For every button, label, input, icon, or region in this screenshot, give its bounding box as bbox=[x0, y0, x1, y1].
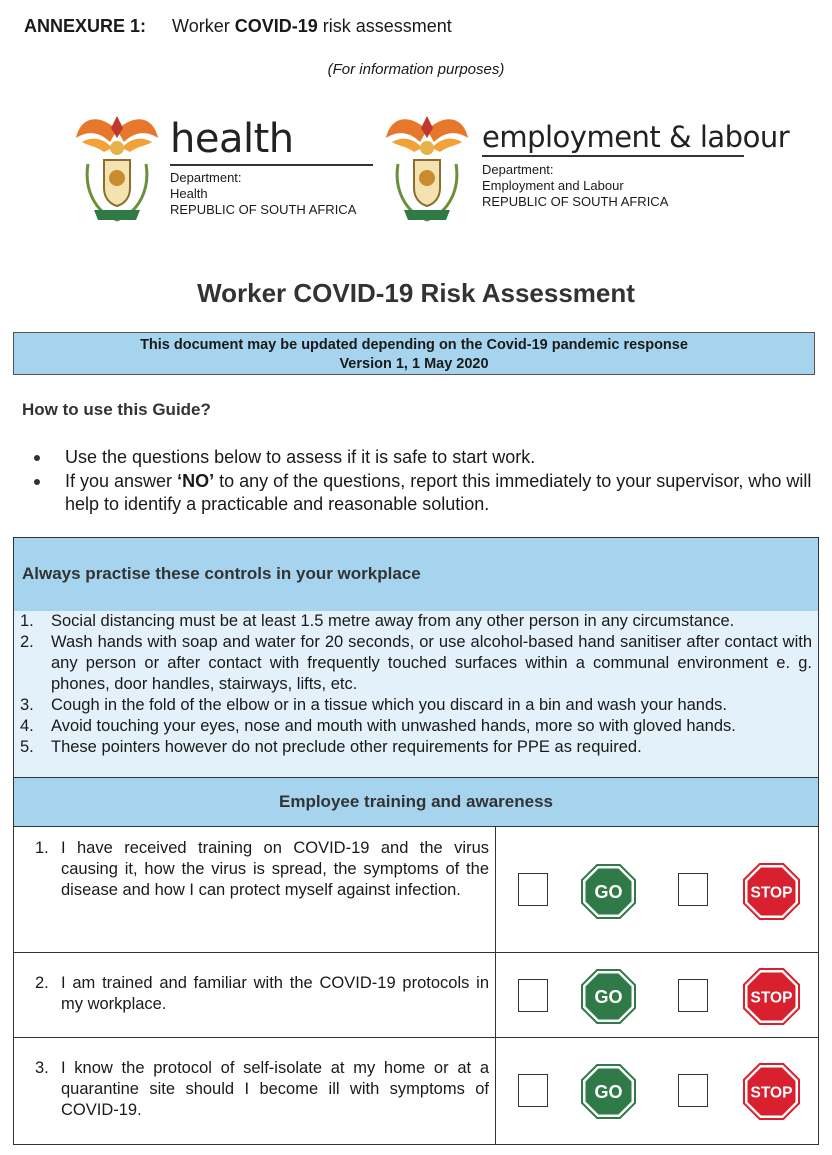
annexure-label: ANNEXURE 1: bbox=[24, 16, 147, 36]
controls-heading: Always practise these controls in your workplace bbox=[22, 564, 421, 583]
question-cell bbox=[14, 953, 496, 1037]
stop-sign-icon bbox=[743, 1063, 800, 1120]
control-item bbox=[20, 611, 812, 632]
control-num: 5. bbox=[20, 738, 34, 756]
no-checkbox[interactable] bbox=[678, 979, 708, 1012]
controls-list bbox=[20, 611, 812, 758]
control-num: 1. bbox=[20, 612, 34, 630]
annexure-title-pre: Worker bbox=[172, 16, 235, 36]
bullet-text-bold: ‘NO’ bbox=[177, 471, 215, 491]
question-text-block bbox=[35, 1058, 489, 1121]
howto-heading: How to use this Guide? bbox=[22, 400, 211, 419]
health-dept-line2: Health bbox=[170, 186, 208, 201]
controls-header bbox=[14, 538, 818, 611]
control-item bbox=[20, 737, 812, 758]
control-text: Social distancing must be at least 1.5 metre away from any other person in any circumstance. bbox=[51, 612, 735, 630]
control-item bbox=[20, 632, 812, 695]
no-checkbox[interactable] bbox=[678, 1074, 708, 1107]
go-sign-icon bbox=[581, 1064, 636, 1119]
stop-label: STOP bbox=[750, 884, 793, 902]
go-sign-icon bbox=[581, 864, 636, 919]
question-row bbox=[14, 827, 818, 953]
health-logo-dept bbox=[170, 170, 356, 218]
go-label: GO bbox=[594, 1082, 623, 1102]
question-num: 1. bbox=[35, 839, 49, 857]
question-num: 2. bbox=[35, 974, 49, 992]
question-text: I have received training on COVID-19 and the virus causing it, how the virus is spread, the symptoms of the disease and how I can protect myself against infection. bbox=[61, 839, 489, 899]
question-text: I am trained and familiar with the COVID-19 protocols in my workplace. bbox=[61, 974, 489, 1013]
control-num: 4. bbox=[20, 717, 34, 735]
labour-dept-line1: Department: bbox=[482, 162, 554, 177]
control-text: Wash hands with soap and water for 20 seconds, or use alcohol-based hand sanitiser after contact with any person or after contact with frequently touched surfaces within a communal environment e. g. phones, door handles, stairways, lifts, etc. bbox=[51, 633, 812, 693]
question-row bbox=[14, 953, 818, 1038]
assessment-table bbox=[13, 537, 819, 1145]
control-num: 3. bbox=[20, 696, 34, 714]
labour-dept-line3: REPUBLIC OF SOUTH AFRICA bbox=[482, 194, 669, 209]
yes-checkbox[interactable] bbox=[518, 979, 548, 1012]
go-sign-icon bbox=[581, 969, 636, 1024]
question-text: I know the protocol of self-isolate at my home or at a quarantine site should I become ill with symptoms of COVID-19. bbox=[61, 1059, 489, 1119]
bullet-text-post: to any of the questions, report this immediately to your supervisor, who will help to identify a practicable and reasonable solution. bbox=[65, 471, 812, 514]
coat-of-arms-icon bbox=[384, 108, 470, 226]
question-row bbox=[14, 1038, 818, 1144]
yes-checkbox[interactable] bbox=[518, 873, 548, 906]
bullet-item bbox=[24, 470, 824, 516]
section-heading: Employee training and awareness bbox=[279, 792, 553, 811]
health-dept-line1: Department: bbox=[170, 170, 242, 185]
health-dept-line3: REPUBLIC OF SOUTH AFRICA bbox=[170, 202, 357, 217]
notice-line1: This document may be updated depending on the Covid-19 pandemic response bbox=[140, 337, 688, 353]
health-logo-rule bbox=[170, 164, 373, 166]
howto-bullets bbox=[24, 446, 824, 517]
control-num: 2. bbox=[20, 633, 34, 651]
control-item bbox=[20, 695, 812, 716]
page-title: Worker COVID-19 Risk Assessment bbox=[197, 278, 635, 308]
labour-logo bbox=[384, 104, 790, 224]
labour-dept-line2: Employment and Labour bbox=[482, 178, 624, 193]
control-text: Avoid touching your eyes, nose and mouth with unwashed hands, more so with gloved hands. bbox=[51, 717, 736, 735]
stop-sign-icon bbox=[743, 863, 800, 920]
bullet-text-pre: If you answer bbox=[65, 471, 178, 491]
stop-sign-icon bbox=[743, 968, 800, 1025]
bullet-dot-icon bbox=[34, 479, 40, 485]
info-note: (For information purposes) bbox=[327, 61, 505, 78]
answer-cell bbox=[496, 953, 818, 1037]
question-text-block bbox=[35, 973, 489, 1015]
go-label: GO bbox=[594, 882, 623, 902]
labour-logo-rule bbox=[482, 155, 744, 157]
annexure-heading bbox=[24, 16, 452, 37]
stop-label: STOP bbox=[750, 1084, 793, 1102]
question-text-block bbox=[35, 838, 489, 901]
health-logo bbox=[74, 104, 374, 224]
section-header bbox=[14, 777, 818, 827]
labour-logo-dept bbox=[482, 162, 668, 210]
control-text: These pointers however do not preclude other requirements for PPE as required. bbox=[51, 738, 642, 756]
labour-logo-name: employment & labour bbox=[482, 120, 790, 154]
answer-cell bbox=[496, 827, 818, 952]
question-cell bbox=[14, 1038, 496, 1144]
control-text: Cough in the fold of the elbow or in a tissue which you discard in a bin and wash your hands. bbox=[51, 696, 727, 714]
answer-cell bbox=[496, 1038, 818, 1144]
bullet-text: Use the questions below to assess if it is safe to start work. bbox=[65, 447, 536, 467]
notice-line2: Version 1, 1 May 2020 bbox=[339, 356, 489, 372]
health-logo-name: health bbox=[170, 116, 294, 162]
stop-label: STOP bbox=[750, 989, 793, 1007]
question-cell bbox=[14, 827, 496, 952]
question-num: 3. bbox=[35, 1059, 49, 1077]
yes-checkbox[interactable] bbox=[518, 1074, 548, 1107]
bullet-item bbox=[24, 446, 824, 469]
annexure-title-bold: COVID-19 bbox=[234, 16, 318, 36]
control-item bbox=[20, 716, 812, 737]
coat-of-arms-icon bbox=[74, 108, 160, 226]
annexure-title-post: risk assessment bbox=[317, 16, 452, 36]
no-checkbox[interactable] bbox=[678, 873, 708, 906]
go-label: GO bbox=[594, 987, 623, 1007]
version-notice bbox=[13, 332, 815, 375]
bullet-dot-icon bbox=[34, 455, 40, 461]
